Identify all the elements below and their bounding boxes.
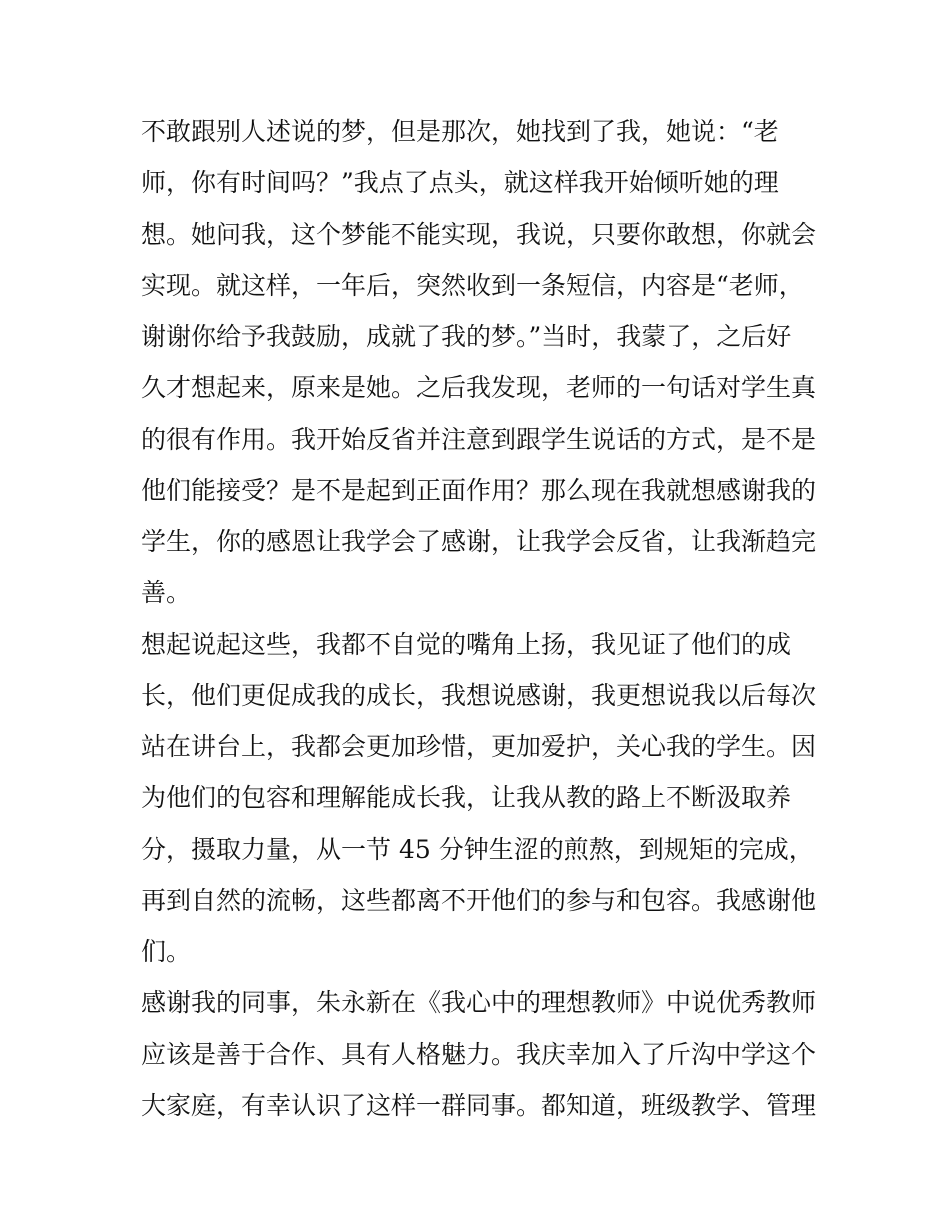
paragraph	[141, 619, 817, 978]
text-line: 应该是善于合作、具有人格魅力。我庆幸加入了斤沟中学这个	[141, 1039, 817, 1069]
text-line: 站在讲台上，我都会更加珍惜，更加爱护，关心我的学生。因	[141, 732, 817, 761]
text-line: 大家庭，有幸认识了这样一群同事。都知道，班级教学、管理	[141, 1090, 817, 1120]
text-line: 感谢我的同事，朱永新在《我心中的理想教师》中说优秀教师	[141, 988, 817, 1018]
text-line: 师，你有时间吗？”我点了点头，就这样我开始倾听她的理	[141, 168, 779, 198]
document-body	[141, 106, 817, 1131]
text-line: 再到自然的流畅，这些都离不开他们的参与和包容。我感谢他	[141, 885, 817, 915]
text-line: 为他们的包容和理解能成长我，让我从教的路上不断汲取养	[141, 783, 792, 813]
text-line: 谢谢你给予我鼓励，成就了我的梦。”当时，我蒙了，之后好	[141, 322, 792, 351]
text-line: 的很有作用。我开始反省并注意到跟学生说话的方式，是不是	[141, 424, 817, 454]
text-line: 善。	[141, 578, 192, 608]
paragraph	[141, 106, 817, 619]
text-line: 分，摄取力量，从一节 45 分钟生涩的煎熬，到规矩的完成，	[141, 834, 814, 864]
text-line: 长，他们更促成我的成长，我想说感谢，我更想说我以后每次	[141, 680, 817, 710]
text-line: 想起说起这些，我都不自觉的嘴角上扬，我见证了他们的成	[141, 629, 792, 659]
paragraph	[141, 977, 817, 1131]
text-line: 久才想起来，原来是她。之后我发现，老师的一句话对学生真	[141, 373, 817, 403]
text-line: 们。	[141, 937, 192, 966]
text-line: 不敢跟别人述说的梦，但是那次，她找到了我，她说：“老	[141, 117, 779, 146]
text-line: 学生，你的感恩让我学会了感谢，让我学会反省，让我渐趋完	[141, 527, 817, 556]
text-line: 想。她问我，这个梦能不能实现，我说，只要你敢想，你就会	[141, 219, 817, 249]
text-line: 他们能接受？是不是起到正面作用？那么现在我就想感谢我的	[141, 475, 817, 505]
text-line: 实现。就这样，一年后，突然收到一条短信，内容是“老师，	[141, 270, 804, 300]
